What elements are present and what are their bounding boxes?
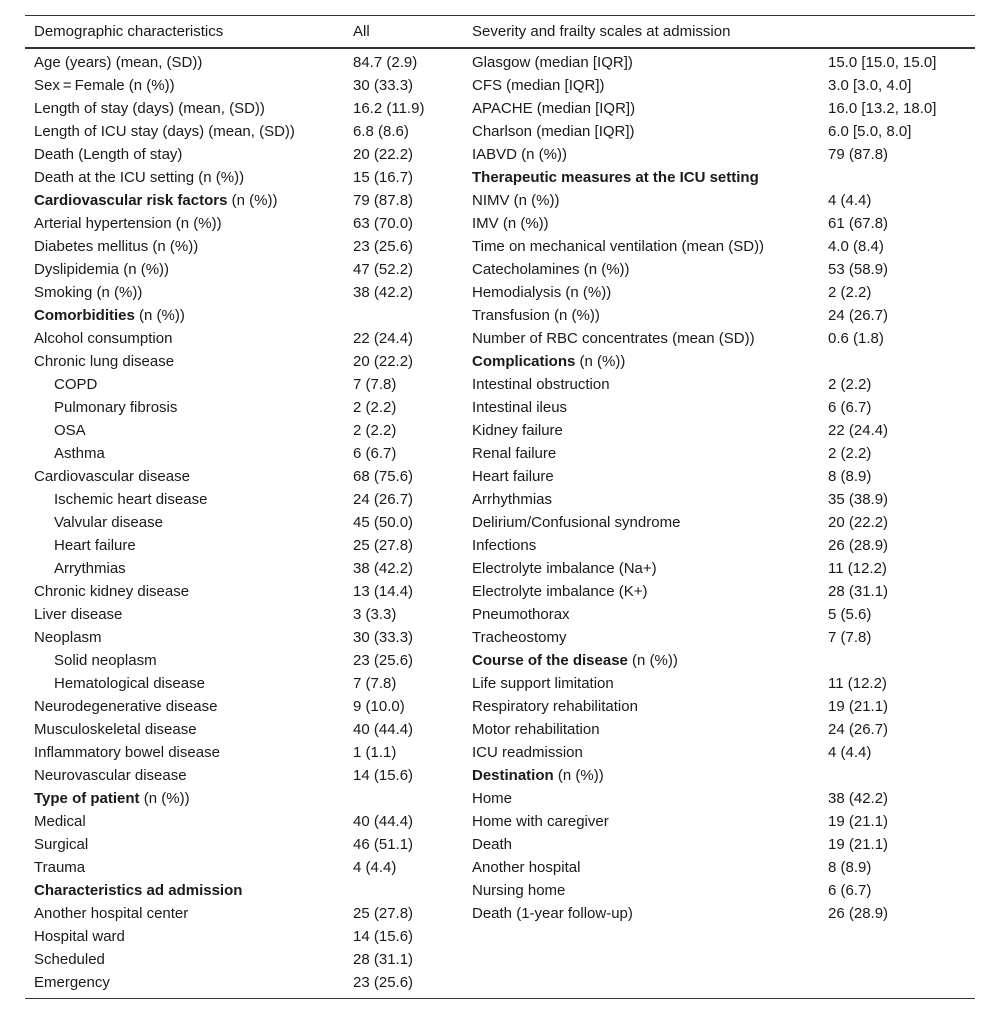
left-label-cell bbox=[25, 97, 344, 120]
left-label-text: Trauma bbox=[34, 858, 86, 876]
table-row bbox=[25, 580, 975, 603]
left-label-cell bbox=[25, 373, 344, 396]
right-label-text: Another hospital bbox=[472, 858, 581, 876]
right-value-cell: 8 (8.9) bbox=[828, 858, 872, 876]
right-label-cell bbox=[463, 718, 819, 741]
table-row bbox=[25, 534, 975, 557]
right-label-cell bbox=[463, 603, 819, 626]
right-label-text: Number of RBC concentrates (mean (SD)) bbox=[472, 329, 755, 347]
left-label-text: Alcohol consumption bbox=[34, 329, 173, 347]
right-label-text: APACHE (median [IQR]) bbox=[472, 99, 636, 117]
left-label-text: Cardiovascular disease bbox=[34, 467, 190, 485]
right-label-cell bbox=[463, 626, 819, 649]
right-value-cell bbox=[819, 925, 975, 948]
left-label-text: Hematological disease bbox=[54, 674, 205, 692]
left-label-text: Surgical bbox=[34, 835, 89, 853]
right-label-cell bbox=[463, 810, 819, 833]
table-row bbox=[25, 419, 975, 442]
right-label-text: Home bbox=[472, 789, 513, 807]
left-label-text: Death at the ICU setting (n (%)) bbox=[34, 168, 245, 186]
left-label-text: Medical bbox=[34, 812, 86, 830]
right-label-cell bbox=[463, 97, 819, 120]
right-label-text: Hemodialysis (n (%)) bbox=[472, 283, 612, 301]
left-label-cell bbox=[25, 603, 344, 626]
right-value-cell: 61 (67.8) bbox=[828, 214, 889, 232]
right-label-text: Transfusion (n (%)) bbox=[472, 306, 600, 324]
table-row bbox=[25, 396, 975, 419]
left-value-cell: 24 (26.7) bbox=[353, 490, 414, 508]
table-row bbox=[25, 603, 975, 626]
right-label-text: Motor rehabilitation bbox=[472, 720, 600, 738]
left-label-cell bbox=[25, 327, 344, 350]
right-label-text: Intestinal obstruction bbox=[472, 375, 610, 393]
right-value-cell: 6.0 [5.0, 8.0] bbox=[828, 122, 912, 140]
left-value-cell: 38 (42.2) bbox=[353, 559, 414, 577]
right-label-cell bbox=[463, 48, 819, 74]
left-value-cell: 3 (3.3) bbox=[353, 605, 397, 623]
right-label-text: Nursing home bbox=[472, 881, 566, 899]
right-label-text: Death (1-year follow-up) bbox=[472, 904, 633, 922]
left-value-cell: 1 (1.1) bbox=[353, 743, 397, 761]
right-label-cell bbox=[463, 350, 819, 373]
right-label-text: Heart failure bbox=[472, 467, 554, 485]
table-row bbox=[25, 166, 975, 189]
left-label-cell bbox=[25, 764, 344, 787]
table-row bbox=[25, 442, 975, 465]
left-value-cell: 46 (51.1) bbox=[353, 835, 414, 853]
left-value-cell: 14 (15.6) bbox=[353, 766, 414, 784]
table-row bbox=[25, 902, 975, 925]
left-label-cell bbox=[25, 718, 344, 741]
right-value-cell: 24 (26.7) bbox=[828, 720, 889, 738]
right-label-text: Catecholamines (n (%)) bbox=[472, 260, 630, 278]
left-value-cell: 7 (7.8) bbox=[353, 674, 397, 692]
right-value-cell: 2 (2.2) bbox=[828, 444, 872, 462]
right-value-cell: 0.6 (1.8) bbox=[828, 329, 884, 347]
right-label-cell bbox=[463, 787, 819, 810]
left-label-cell bbox=[25, 787, 344, 810]
left-value-cell bbox=[344, 879, 463, 902]
left-value-cell: 68 (75.6) bbox=[353, 467, 414, 485]
left-label-text: Death (Length of stay) bbox=[34, 145, 183, 163]
table-row bbox=[25, 718, 975, 741]
right-value-cell bbox=[819, 166, 975, 189]
left-label-cell bbox=[25, 534, 344, 557]
left-value-cell: 14 (15.6) bbox=[353, 927, 414, 945]
left-label-cell bbox=[25, 833, 344, 856]
right-label-text: Electrolyte imbalance (Na+) bbox=[472, 559, 657, 577]
right-label-text: ICU readmission bbox=[472, 743, 583, 761]
left-label-text: Chronic kidney disease bbox=[34, 582, 190, 600]
table-row bbox=[25, 258, 975, 281]
left-label-cell bbox=[25, 350, 344, 373]
right-label-cell bbox=[463, 258, 819, 281]
right-label-text: IABVD (n (%)) bbox=[472, 145, 568, 163]
data-table bbox=[25, 15, 975, 999]
left-label-cell bbox=[25, 649, 344, 672]
right-value-cell: 22 (24.4) bbox=[828, 421, 889, 439]
right-value-cell: 26 (28.9) bbox=[828, 536, 889, 554]
table-row bbox=[25, 971, 975, 999]
right-label-text: Life support limitation bbox=[472, 674, 614, 692]
right-label-cell bbox=[463, 695, 819, 718]
left-label-cell bbox=[25, 281, 344, 304]
right-value-cell: 4.0 (8.4) bbox=[828, 237, 884, 255]
left-value-cell: 2 (2.2) bbox=[353, 398, 397, 416]
right-value-cell: 2 (2.2) bbox=[828, 283, 872, 301]
left-value-cell: 7 (7.8) bbox=[353, 375, 397, 393]
right-value-cell: 28 (31.1) bbox=[828, 582, 889, 600]
right-label-text: Delirium/Confusional syndrome bbox=[472, 513, 681, 531]
table-row bbox=[25, 120, 975, 143]
table-header bbox=[25, 16, 975, 48]
right-value-cell: 20 (22.2) bbox=[828, 513, 889, 531]
right-value-cell: 6 (6.7) bbox=[828, 398, 872, 416]
left-label-text: Emergency bbox=[34, 973, 110, 991]
right-value-cell: 16.0 [13.2, 18.0] bbox=[828, 99, 937, 117]
left-label-text: Neoplasm bbox=[34, 628, 102, 646]
table-row bbox=[25, 327, 975, 350]
table-row bbox=[25, 74, 975, 97]
table-row bbox=[25, 511, 975, 534]
left-label-cell bbox=[25, 856, 344, 879]
left-label-cell bbox=[25, 304, 344, 327]
table-row bbox=[25, 787, 975, 810]
right-value-cell: 5 (5.6) bbox=[828, 605, 872, 623]
left-label-cell bbox=[25, 511, 344, 534]
right-label-cell bbox=[463, 488, 819, 511]
table-row bbox=[25, 373, 975, 396]
left-label-text: (n (%)) bbox=[139, 789, 190, 807]
left-value-cell: 23 (25.6) bbox=[353, 651, 414, 669]
right-value-cell: 7 (7.8) bbox=[828, 628, 872, 646]
right-label-cell bbox=[463, 442, 819, 465]
left-label-text: Chronic lung disease bbox=[34, 352, 175, 370]
left-label-text: Valvular disease bbox=[54, 513, 163, 531]
left-label-cell bbox=[25, 212, 344, 235]
left-label-text: Length of stay (days) (mean, (SD)) bbox=[34, 99, 265, 117]
right-label-cell bbox=[463, 304, 819, 327]
left-label-text: Ischemic heart disease bbox=[54, 490, 208, 508]
table-row bbox=[25, 488, 975, 511]
left-label-text: Dyslipidemia (n (%)) bbox=[34, 260, 170, 278]
left-value-cell: 20 (22.2) bbox=[353, 145, 414, 163]
right-value-cell: 53 (58.9) bbox=[828, 260, 889, 278]
left-section-heading: Cardiovascular risk factors bbox=[34, 191, 228, 209]
right-label-cell bbox=[463, 189, 819, 212]
left-label-text: Liver disease bbox=[34, 605, 123, 623]
left-label-cell bbox=[25, 557, 344, 580]
left-label-cell bbox=[25, 488, 344, 511]
right-label-cell bbox=[463, 833, 819, 856]
right-section-heading: Destination bbox=[472, 766, 554, 784]
right-label-text: Home with caregiver bbox=[472, 812, 609, 830]
left-label-cell bbox=[25, 580, 344, 603]
right-value-cell: 24 (26.7) bbox=[828, 306, 889, 324]
left-value-cell: 79 (87.8) bbox=[353, 191, 414, 209]
right-label-cell bbox=[463, 74, 819, 97]
right-label-cell bbox=[463, 166, 819, 189]
right-value-cell: 38 (42.2) bbox=[828, 789, 889, 807]
left-label-text: (n (%)) bbox=[227, 191, 278, 209]
right-label-cell bbox=[463, 741, 819, 764]
header-row bbox=[25, 16, 975, 48]
left-label-cell bbox=[25, 879, 344, 902]
left-label-cell bbox=[25, 419, 344, 442]
left-label-text: Another hospital center bbox=[34, 904, 189, 922]
right-label-text: CFS (median [IQR]) bbox=[472, 76, 605, 94]
table-row bbox=[25, 97, 975, 120]
left-value-cell: 6.8 (8.6) bbox=[353, 122, 409, 140]
right-label-cell bbox=[463, 856, 819, 879]
table-row bbox=[25, 465, 975, 488]
right-value-cell: 19 (21.1) bbox=[828, 812, 889, 830]
left-label-text: COPD bbox=[54, 375, 98, 393]
right-label-cell bbox=[463, 419, 819, 442]
table-row bbox=[25, 626, 975, 649]
right-label-cell bbox=[463, 511, 819, 534]
header-left-label: Demographic characteristics bbox=[25, 16, 344, 48]
left-value-cell: 22 (24.4) bbox=[353, 329, 414, 347]
left-label-cell bbox=[25, 925, 344, 948]
right-label-cell bbox=[463, 971, 819, 999]
left-label-cell bbox=[25, 48, 344, 74]
table-row bbox=[25, 833, 975, 856]
left-value-cell: 30 (33.3) bbox=[353, 628, 414, 646]
left-label-text: Pulmonary fibrosis bbox=[54, 398, 178, 416]
right-label-cell bbox=[463, 764, 819, 787]
left-value-cell: 25 (27.8) bbox=[353, 904, 414, 922]
left-label-text: Solid neoplasm bbox=[54, 651, 157, 669]
right-value-cell: 35 (38.9) bbox=[828, 490, 889, 508]
table-body bbox=[25, 48, 975, 999]
table-row bbox=[25, 48, 975, 74]
left-label-cell bbox=[25, 948, 344, 971]
right-value-cell: 26 (28.9) bbox=[828, 904, 889, 922]
left-label-text: Neurodegenerative disease bbox=[34, 697, 218, 715]
right-value-cell bbox=[819, 764, 975, 787]
right-label-text: Pneumothorax bbox=[472, 605, 570, 623]
left-label-text: Asthma bbox=[54, 444, 105, 462]
left-label-text: (n (%)) bbox=[134, 306, 185, 324]
left-section-heading: Comorbidities bbox=[34, 306, 135, 324]
right-label-text: Renal failure bbox=[472, 444, 557, 462]
right-label-text: (n (%)) bbox=[575, 352, 626, 370]
right-label-cell bbox=[463, 879, 819, 902]
left-label-text: Sex = Female (n (%)) bbox=[34, 76, 175, 94]
left-label-cell bbox=[25, 465, 344, 488]
header-right-value bbox=[819, 16, 975, 48]
left-label-cell bbox=[25, 258, 344, 281]
right-value-cell: 4 (4.4) bbox=[828, 191, 872, 209]
table-row bbox=[25, 810, 975, 833]
right-label-text: Respiratory rehabilitation bbox=[472, 697, 638, 715]
left-label-text: Smoking (n (%)) bbox=[34, 283, 143, 301]
right-label-cell bbox=[463, 235, 819, 258]
left-value-cell: 16.2 (11.9) bbox=[353, 99, 425, 117]
table-row bbox=[25, 649, 975, 672]
left-section-heading: Characteristics ad admission bbox=[34, 881, 243, 899]
right-value-cell: 4 (4.4) bbox=[828, 743, 872, 761]
right-value-cell: 11 (12.2) bbox=[828, 674, 887, 692]
right-label-cell bbox=[463, 465, 819, 488]
left-value-cell: 40 (44.4) bbox=[353, 812, 414, 830]
left-value-cell: 4 (4.4) bbox=[353, 858, 397, 876]
left-section-heading: Type of patient bbox=[34, 789, 140, 807]
left-value-cell: 9 (10.0) bbox=[353, 697, 405, 715]
right-label-text: IMV (n (%)) bbox=[472, 214, 549, 232]
right-value-cell: 11 (12.2) bbox=[828, 559, 887, 577]
table-row bbox=[25, 557, 975, 580]
right-value-cell bbox=[819, 971, 975, 999]
left-value-cell: 47 (52.2) bbox=[353, 260, 414, 278]
left-value-cell: 23 (25.6) bbox=[353, 237, 414, 255]
table-row bbox=[25, 856, 975, 879]
right-value-cell bbox=[819, 948, 975, 971]
left-label-text: Heart failure bbox=[54, 536, 136, 554]
left-label-cell bbox=[25, 741, 344, 764]
right-label-cell bbox=[463, 672, 819, 695]
right-label-cell bbox=[463, 902, 819, 925]
left-label-text: Arterial hypertension (n (%)) bbox=[34, 214, 222, 232]
left-label-cell bbox=[25, 189, 344, 212]
left-value-cell: 84.7 (2.9) bbox=[353, 53, 418, 71]
left-value-cell: 63 (70.0) bbox=[353, 214, 414, 232]
left-label-cell bbox=[25, 695, 344, 718]
right-value-cell: 19 (21.1) bbox=[828, 835, 889, 853]
right-label-text: (n (%)) bbox=[553, 766, 604, 784]
right-section-heading: Therapeutic measures at the ICU setting bbox=[472, 168, 759, 186]
right-label-cell bbox=[463, 281, 819, 304]
left-label-cell bbox=[25, 810, 344, 833]
left-value-cell: 2 (2.2) bbox=[353, 421, 397, 439]
right-label-text: Death bbox=[472, 835, 513, 853]
left-value-cell: 15 (16.7) bbox=[353, 168, 414, 186]
right-value-cell: 8 (8.9) bbox=[828, 467, 872, 485]
table-row bbox=[25, 695, 975, 718]
right-value-cell: 15.0 [15.0, 15.0] bbox=[828, 53, 937, 71]
header-right-label: Severity and frailty scales at admission bbox=[463, 16, 819, 48]
right-value-cell: 6 (6.7) bbox=[828, 881, 872, 899]
left-label-text: OSA bbox=[54, 421, 86, 439]
left-label-text: Neurovascular disease bbox=[34, 766, 187, 784]
left-label-cell bbox=[25, 626, 344, 649]
table-row bbox=[25, 350, 975, 373]
left-label-text: Inflammatory bowel disease bbox=[34, 743, 220, 761]
left-value-cell: 25 (27.8) bbox=[353, 536, 414, 554]
left-value-cell: 28 (31.1) bbox=[353, 950, 414, 968]
left-value-cell: 38 (42.2) bbox=[353, 283, 414, 301]
table-row bbox=[25, 764, 975, 787]
header-left-value: All bbox=[344, 16, 463, 48]
left-label-cell bbox=[25, 396, 344, 419]
right-label-cell bbox=[463, 925, 819, 948]
table-row bbox=[25, 189, 975, 212]
right-label-cell bbox=[463, 948, 819, 971]
right-label-text: Kidney failure bbox=[472, 421, 563, 439]
right-value-cell: 19 (21.1) bbox=[828, 697, 889, 715]
left-label-text: Age (years) (mean, (SD)) bbox=[34, 53, 203, 71]
left-label-text: Length of ICU stay (days) (mean, (SD)) bbox=[34, 122, 295, 140]
left-label-cell bbox=[25, 143, 344, 166]
left-value-cell: 45 (50.0) bbox=[353, 513, 414, 531]
table-row bbox=[25, 304, 975, 327]
left-label-text: Diabetes mellitus (n (%)) bbox=[34, 237, 199, 255]
right-label-cell bbox=[463, 649, 819, 672]
right-label-text: Infections bbox=[472, 536, 537, 554]
right-value-cell bbox=[819, 649, 975, 672]
right-label-text: (n (%)) bbox=[627, 651, 678, 669]
right-label-text: NIMV (n (%)) bbox=[472, 191, 560, 209]
table-row bbox=[25, 948, 975, 971]
left-label-text: Hospital ward bbox=[34, 927, 125, 945]
left-value-cell: 6 (6.7) bbox=[353, 444, 397, 462]
left-value-cell: 20 (22.2) bbox=[353, 352, 414, 370]
left-label-text: Scheduled bbox=[34, 950, 105, 968]
right-label-text: Charlson (median [IQR]) bbox=[472, 122, 635, 140]
table-row bbox=[25, 672, 975, 695]
right-label-text: Electrolyte imbalance (K+) bbox=[472, 582, 648, 600]
left-label-cell bbox=[25, 120, 344, 143]
left-label-cell bbox=[25, 235, 344, 258]
left-label-cell bbox=[25, 442, 344, 465]
left-value-cell: 23 (25.6) bbox=[344, 971, 463, 999]
right-value-cell bbox=[819, 350, 975, 373]
table-container bbox=[25, 15, 975, 999]
right-label-text: Arrhythmias bbox=[472, 490, 553, 508]
right-label-text: Glasgow (median [IQR]) bbox=[472, 53, 633, 71]
right-label-cell bbox=[463, 327, 819, 350]
left-value-cell bbox=[344, 787, 463, 810]
left-label-cell bbox=[25, 166, 344, 189]
right-value-cell: 79 (87.8) bbox=[828, 145, 889, 163]
table-row bbox=[25, 143, 975, 166]
left-label-text: Arrythmias bbox=[54, 559, 126, 577]
table-row bbox=[25, 235, 975, 258]
right-label-cell bbox=[463, 580, 819, 603]
right-section-heading: Course of the disease bbox=[472, 651, 628, 669]
left-value-cell: 40 (44.4) bbox=[353, 720, 414, 738]
left-label-cell bbox=[25, 971, 344, 999]
right-label-cell bbox=[463, 120, 819, 143]
left-value-cell: 13 (14.4) bbox=[353, 582, 414, 600]
right-value-cell: 2 (2.2) bbox=[828, 375, 872, 393]
right-label-text: Tracheostomy bbox=[472, 628, 567, 646]
right-label-cell bbox=[463, 373, 819, 396]
right-label-cell bbox=[463, 534, 819, 557]
left-label-cell bbox=[25, 902, 344, 925]
table-row bbox=[25, 741, 975, 764]
right-section-heading: Complications bbox=[472, 352, 576, 370]
left-value-cell: 30 (33.3) bbox=[353, 76, 414, 94]
table-row bbox=[25, 281, 975, 304]
left-label-cell bbox=[25, 672, 344, 695]
right-label-text: Intestinal ileus bbox=[472, 398, 568, 416]
table-row bbox=[25, 925, 975, 948]
right-value-cell: 3.0 [3.0, 4.0] bbox=[828, 76, 912, 94]
right-label-cell bbox=[463, 557, 819, 580]
left-label-text: Musculoskeletal disease bbox=[34, 720, 197, 738]
right-label-cell bbox=[463, 396, 819, 419]
table-row bbox=[25, 879, 975, 902]
left-label-cell bbox=[25, 74, 344, 97]
right-label-cell bbox=[463, 143, 819, 166]
left-value-cell bbox=[344, 304, 463, 327]
table-row bbox=[25, 212, 975, 235]
right-label-cell bbox=[463, 212, 819, 235]
right-label-text: Time on mechanical ventilation (mean (SD)) bbox=[472, 237, 765, 255]
